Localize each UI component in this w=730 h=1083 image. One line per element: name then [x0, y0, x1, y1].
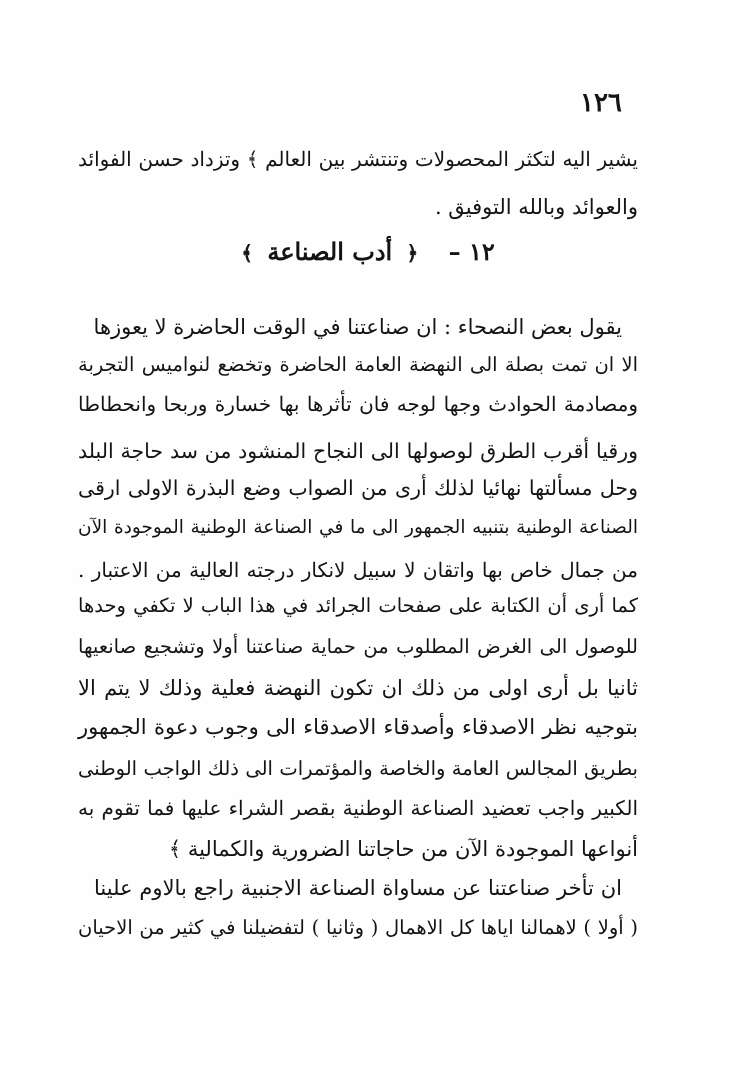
body-line-13: الكبير واجب تعضيد الصناعة الوطنية بقصر الشراء عليها فما تقوم به — [78, 796, 638, 820]
body-line-12: بطريق المجالس العامة والخاصة والمؤتمرات الى ذلك الواجب الوطنى — [78, 757, 638, 780]
ornament-left-icon: ﴾ — [241, 241, 253, 265]
body-line-15: ان تأخر صناعتنا عن مساواة الصناعة الاجنبية راجع بالاوم علينا — [94, 876, 622, 900]
section-heading — [0, 236, 730, 269]
page-number: ١٢٦ — [580, 88, 622, 118]
section-title: أدب الصناعة — [267, 237, 393, 266]
body-line-4: ورقيا أقرب الطرق لوصولها الى النجاح المنشود من سد حاجة البلد — [78, 439, 638, 463]
intro-line-1: يشير اليه لتكثر المحصولات وتنتشر بين العالم ﴾ وتزداد حسن الفوائد — [78, 147, 638, 171]
body-line-2: الا ان تمت بصلة الى النهضة العامة الحاضرة وتخضع لنواميس التجربة — [78, 353, 638, 376]
body-line-3: ومصادمة الحوادث وجها لوجه فان تأثرها بها خسارة وربحا وانحطاطا — [78, 392, 638, 416]
section-number: ١٢ – — [448, 237, 495, 266]
body-line-5: وحل مسألتها نهائيا لذلك أرى من الصواب وضع البذرة الاولى ارقى — [78, 476, 638, 500]
intro-line-2: والعوائد وبالله التوفيق . — [434, 195, 638, 219]
body-line-10: ثانيا بل أرى اولى من ذلك ان تكون النهضة فعلية وذلك لا يتم الا — [78, 676, 638, 700]
ornament-right-icon: ﴿ — [406, 241, 419, 265]
body-line-1: يقول بعض النصحاء : ان صناعتنا في الوقت الحاضرة لا يعوزها — [93, 315, 622, 339]
body-line-9: للوصول الى الغرض المطلوب من حماية صناعتنا أولا وتشجيع صانعيها — [78, 635, 638, 658]
body-line-8: كما أرى أن الكتابة على صفحات الجرائد في هذا الباب لا تكفي وحدها — [78, 594, 638, 617]
body-line-7: من جمال خاص بها واتقان لا سبيل لانكار درجته العالية من الاعتبار . — [78, 558, 638, 582]
body-line-14: أنواعها الموجودة الآن من حاجاتنا الضرورية والكمالية ﴾ — [168, 837, 638, 861]
body-line-11: بتوجيه نظر الاصدقاء وأصدقاء الاصدقاء الى وجوب دعوة الجمهور — [78, 715, 638, 739]
body-line-6: الصناعة الوطنية بتنبيه الجمهور الى ما في الصناعة الوطنية الموجودة الآن — [78, 517, 638, 538]
body-line-16: ( أولا ) لاهمالنا اياها كل الاهمال ( وثانيا ) لتفضيلنا في كثير من الاحيان — [78, 916, 638, 939]
